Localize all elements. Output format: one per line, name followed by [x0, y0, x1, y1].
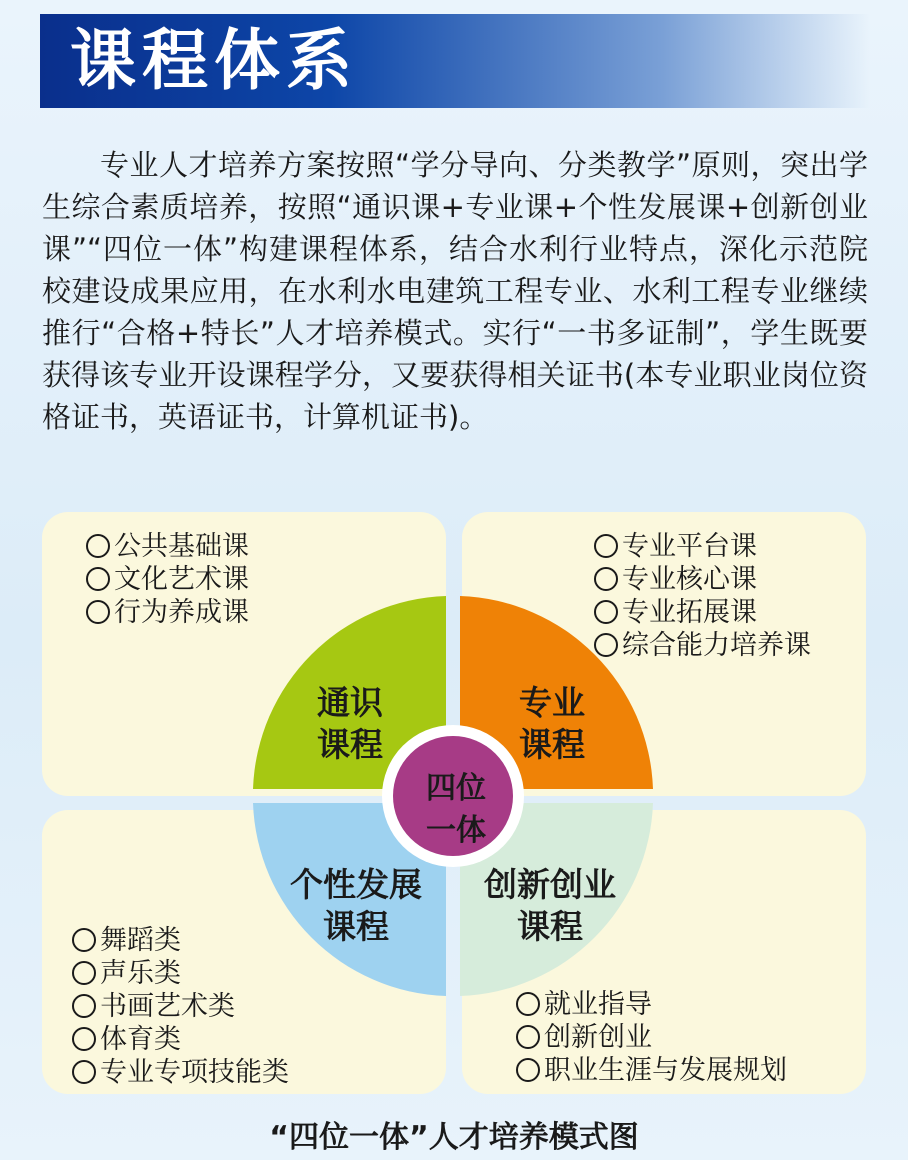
general-segment-label: 通识 课程 — [317, 683, 383, 764]
list-item: 职业生涯与发展规划 — [516, 1054, 787, 1087]
list-item: 专业拓展课 — [594, 596, 811, 629]
circle-bullet-icon — [594, 567, 618, 591]
list-item: 综合能力培养课 — [594, 629, 811, 662]
list-item: 行为养成课 — [86, 596, 249, 629]
list-item: 专业专项技能类 — [72, 1056, 289, 1089]
circle-bullet-icon — [86, 600, 110, 624]
circle-bullet-icon — [72, 1027, 96, 1051]
list-item: 舞蹈类 — [72, 924, 289, 957]
list-item: 公共基础课 — [86, 530, 249, 563]
personal-segment-label: 个性发展 课程 — [290, 865, 422, 946]
circle-bullet-icon — [86, 567, 110, 591]
circle-bullet-icon — [86, 534, 110, 558]
innovation-segment-label: 创新创业 课程 — [484, 865, 616, 946]
major-segment-label: 专业 课程 — [519, 683, 585, 764]
circle-bullet-icon — [516, 1058, 540, 1082]
circle-bullet-icon — [72, 1060, 96, 1084]
page-title: 课程体系 — [70, 22, 358, 99]
list-item: 体育类 — [72, 1023, 289, 1056]
intro-paragraph: 专业人才培养方案按照“学分导向、分类教学”原则，突出学生综合素质培养，按照“通识课+专业课+个性发展课+创新创业课”“四位一体”构建课程体系，结合水利行业特点，深化示范院校建设成果应用，在水利水电建筑工程专业、水利工程专业继续推行“合格+特长”人才培养模式。实行“一书多证制”，学生既要获得该专业开设课程学分，又要获得相关证书(本专业职业岗位资格证书，英语证书，计算机证书)。 — [42, 148, 868, 434]
title-banner — [40, 14, 870, 108]
list-item: 专业核心课 — [594, 563, 811, 596]
circle-bullet-icon — [72, 994, 96, 1018]
circle-bullet-icon — [72, 928, 96, 952]
innovation-course-list — [516, 988, 787, 1087]
list-item: 声乐类 — [72, 957, 289, 990]
circle-bullet-icon — [72, 961, 96, 985]
list-item: 就业指导 — [516, 988, 787, 1021]
diagram-caption: “四位一体”人才培养模式图 — [269, 1120, 639, 1155]
circle-bullet-icon — [594, 534, 618, 558]
center-label: 四位 一体 — [426, 771, 486, 848]
list-item: 专业平台课 — [594, 530, 811, 563]
list-item: 文化艺术课 — [86, 563, 249, 596]
list-item: 创新创业 — [516, 1021, 787, 1054]
general-course-list — [86, 530, 249, 629]
list-item: 书画艺术类 — [72, 990, 289, 1023]
circle-bullet-icon — [516, 1025, 540, 1049]
